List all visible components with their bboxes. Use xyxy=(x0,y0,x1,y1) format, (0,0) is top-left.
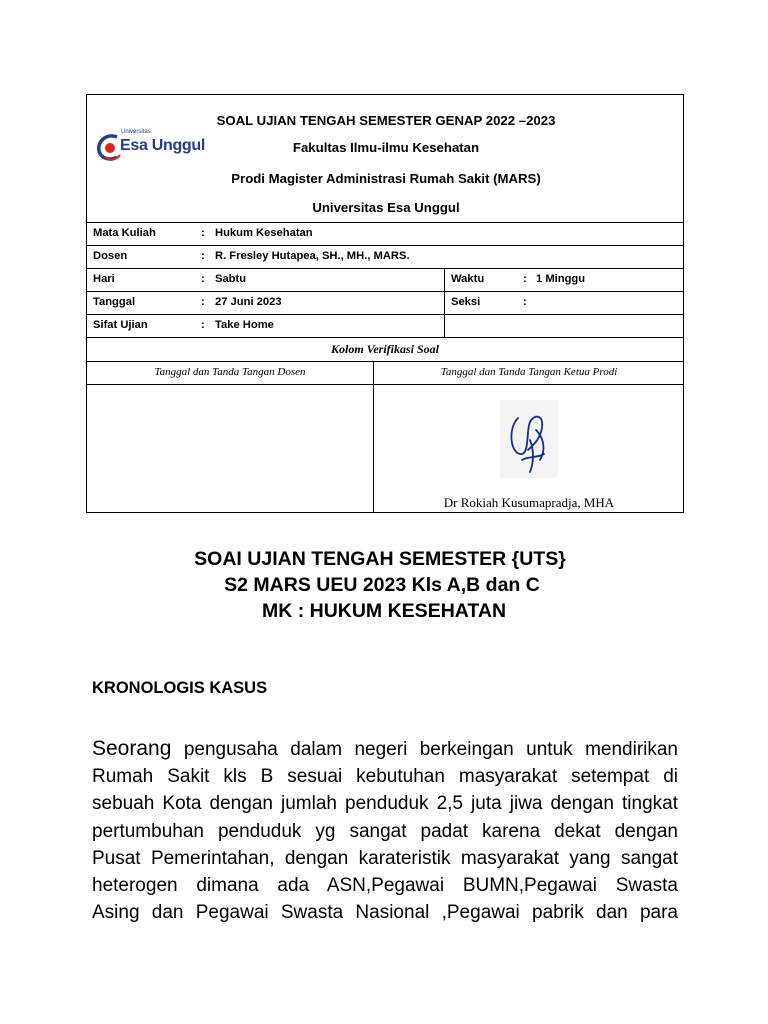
header-block xyxy=(87,95,683,223)
university-name: Universitas Esa Unggul xyxy=(312,200,460,215)
case-paragraph xyxy=(92,735,678,926)
colon: : xyxy=(201,296,205,308)
colon: : xyxy=(523,296,527,308)
paragraph-line: Rumah Sakit kls B sesuai kebutuhan masyarakat setempat di xyxy=(92,766,678,788)
paragraph-line: heterogen dimana ada ASN,Pegawai BUMN,Pegawai Swasta xyxy=(92,875,678,897)
paragraph-line: Pusat Pemerintahan, dengan karateristik masyarakat yang sangat xyxy=(92,847,678,869)
paragraph-line: pertumbuhan penduduk yg sangat padat karena dekat dengan xyxy=(92,820,678,842)
colon: : xyxy=(201,273,205,285)
exam-title-line1: SOAI UJIAN TENGAH SEMESTER {UTS} xyxy=(194,548,566,570)
colon: : xyxy=(201,319,205,331)
label-waktu: Waktu xyxy=(451,273,485,285)
cell-divider xyxy=(444,292,445,315)
label-seksi: Seksi xyxy=(451,296,481,308)
section-heading: KRONOLOGIS KASUS xyxy=(92,679,268,697)
head-signature-header: Tanggal dan Tanda Tangan Ketua Prodi xyxy=(440,366,618,378)
handwritten-signature-icon xyxy=(500,400,558,478)
value-waktu: 1 Minggu xyxy=(536,273,586,285)
paragraph-first-word: Seorang xyxy=(92,737,172,760)
paragraph-line: sebuah Kota dengan jumlah penduduk 2,5 juta jiwa dengan tingkat xyxy=(92,793,678,815)
logo-name: Esa Unggul xyxy=(120,137,206,154)
label-tanggal: Tanggal xyxy=(93,296,136,308)
label-dosen: Dosen xyxy=(93,250,128,262)
program-name: Prodi Magister Administrasi Rumah Sakit (MARS) xyxy=(231,171,541,186)
faculty-name: Fakultas Ilmu-ilmu Kesehatan xyxy=(292,140,480,155)
colon: : xyxy=(523,273,527,285)
row-sifat-ujian xyxy=(87,315,683,338)
colon: : xyxy=(201,250,205,262)
colon: : xyxy=(201,227,205,239)
row-hari-waktu xyxy=(87,269,683,292)
value-tanggal: 27 Juni 2023 xyxy=(215,296,282,308)
value-dosen: R. Fresley Hutapea, SH., MH., MARS. xyxy=(215,250,410,262)
exam-title-line3: MK : HUKUM KESEHATAN xyxy=(261,600,507,622)
row-dosen xyxy=(87,246,683,269)
label-hari: Hari xyxy=(93,273,115,285)
logo-small-text: Universitas xyxy=(121,129,151,135)
signature-headers xyxy=(87,362,683,385)
label-mata-kuliah: Mata Kuliah xyxy=(93,227,156,239)
exam-period-title: SOAL UJIAN TENGAH SEMESTER GENAP 2022 –2023 xyxy=(216,113,556,128)
value-mata-kuliah: Hukum Kesehatan xyxy=(215,227,313,239)
signature-area xyxy=(87,385,683,513)
row-tanggal-seksi xyxy=(87,292,683,315)
value-sifat-ujian: Take Home xyxy=(215,319,274,331)
value-hari: Sabtu xyxy=(215,273,247,285)
cell-divider xyxy=(444,269,445,292)
signer-name: Dr Rokiah Kusumapradja, MHA xyxy=(443,495,615,510)
paragraph-line xyxy=(92,735,678,763)
row-mata-kuliah xyxy=(87,223,683,246)
label-sifat-ujian: Sifat Ujian xyxy=(93,319,148,331)
verification-title: Kolom Verifikasi Soal xyxy=(87,338,683,362)
cell-divider xyxy=(444,315,445,338)
paragraph-line-rest: pengusaha dalam negeri berkeingan untuk mendirikan xyxy=(171,739,678,760)
exam-header-table xyxy=(86,94,684,513)
lecturer-signature-header: Tanggal dan Tanda Tangan Dosen xyxy=(154,366,306,378)
paragraph-line: Asing dan Pegawai Swasta Nasional ,Pegawai pabrik dan para xyxy=(92,902,678,924)
exam-title-line2: S2 MARS UEU 2023 Kls A,B dan C xyxy=(224,574,540,596)
cell-divider xyxy=(373,385,374,513)
